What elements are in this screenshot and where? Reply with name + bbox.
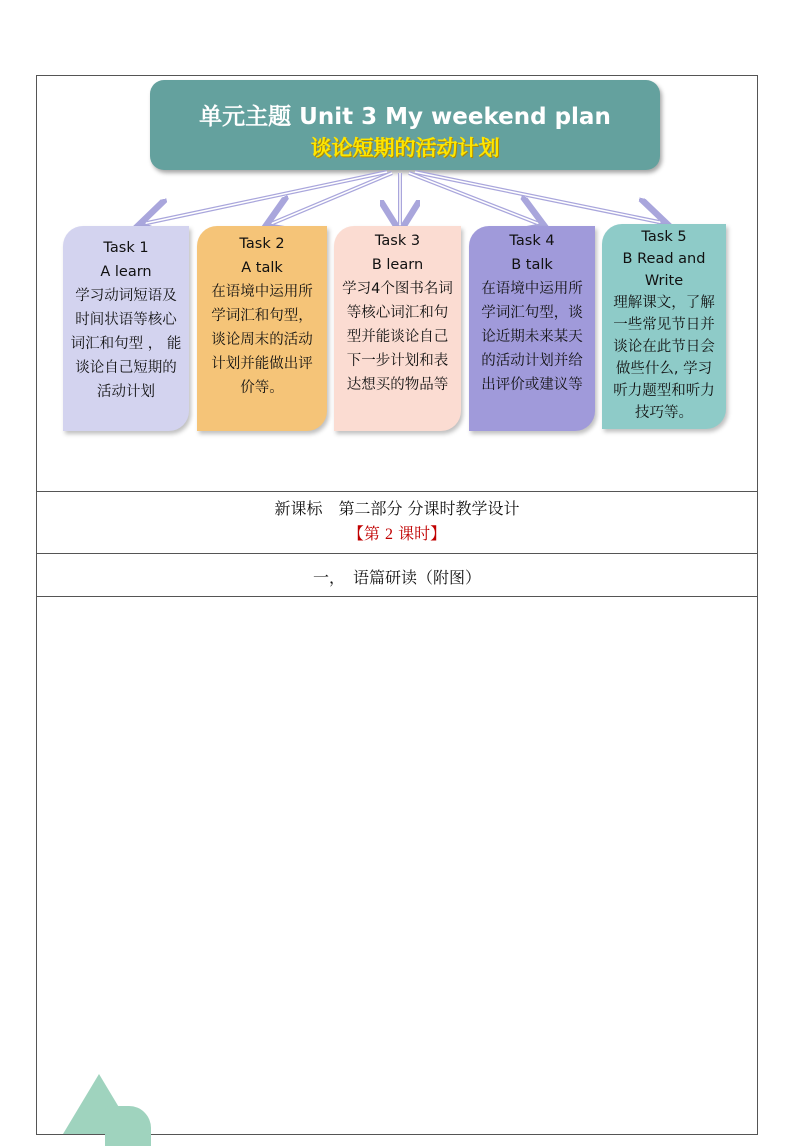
task-5-line: 做些什么, 学习 [615,361,713,377]
unit-title: 单元主题 Unit 3 My weekend plan [199,104,611,130]
task-3-line: 学习4个图书名词 [342,281,453,297]
task-card-5 [602,224,726,429]
task-2-line: 在语境中运用所 [211,284,313,300]
task-1-name: Task 1 [103,240,149,256]
task-5-name: Task 5 [641,229,687,245]
task-3-line: 等核心词汇和句 [346,305,449,321]
lesson-prefix: 【第 [347,524,385,543]
task-4-line: 出评价或建议等 [481,377,583,393]
lesson-number: 2 [385,526,393,543]
task-5-line: 技巧等。 [635,405,693,421]
task-1-line: 词汇和句型 ， 能 [70,336,182,352]
task-4-line: 在语境中运用所 [481,281,583,297]
row-divider [37,553,757,554]
lesson-suffix: 课时】 [393,524,447,543]
task-1-line: 谈论自己短期的 [75,360,177,376]
task-1-line: 时间状语等核心 [75,312,177,328]
task-5-line: 听力题型和听力 [613,383,715,399]
task-4-line: 学词汇句型，谈 [481,305,583,321]
task-card-2 [197,226,327,431]
task-3-type: B learn [371,257,424,273]
row-divider [37,491,757,492]
task-4-type: B talk [511,257,553,273]
task-4-line: 论近期未来某天 [481,329,583,345]
task-2-name: Task 2 [239,236,285,252]
part-one-heading: 一， 语篇研读（附图） [312,568,481,587]
task-1-line: 活动计划 [97,384,155,400]
task-5-type: B Read and Write [622,251,706,289]
lesson-number-line [37,521,757,544]
unit-map-arrows [37,76,759,236]
task-5-line: 谈论在此节日会 [613,339,715,355]
task-5-line: 一些常见节日并 [613,317,715,333]
task-card-1 [63,226,189,431]
task-5-line: 理解课文，了解 [613,295,715,311]
task-1-line: 学习动词短语及 [75,288,177,304]
unit-subtitle: 谈论短期的活动计划 [310,136,500,160]
task-2-type: A talk [241,260,283,276]
task-2-line: 谈论周末的活动 [211,332,313,348]
task-3-line: 达想买的物品等 [346,377,449,393]
task-4-name: Task 4 [509,233,555,249]
lesson-plan-table [36,75,758,1135]
task-3-name: Task 3 [374,233,421,249]
task-4-line: 的活动计划并给 [481,353,583,369]
task-card-4 [469,226,595,431]
section-title: 新课标 第二部分 分课时教学设计 [274,499,520,518]
section-header [37,496,757,544]
row-divider [37,596,757,597]
task-2-line: 计划并能做出评 [211,356,313,372]
task-2-line: 学词汇和句型， [211,308,313,324]
task-1-type: A learn [100,264,152,280]
task-3-line: 型并能谈论自己 [346,329,449,345]
figure-shape [105,1106,151,1146]
task-card-3 [334,226,461,431]
task-2-line: 价等。 [240,380,284,396]
task-3-line: 下一步计划和表 [346,353,449,369]
